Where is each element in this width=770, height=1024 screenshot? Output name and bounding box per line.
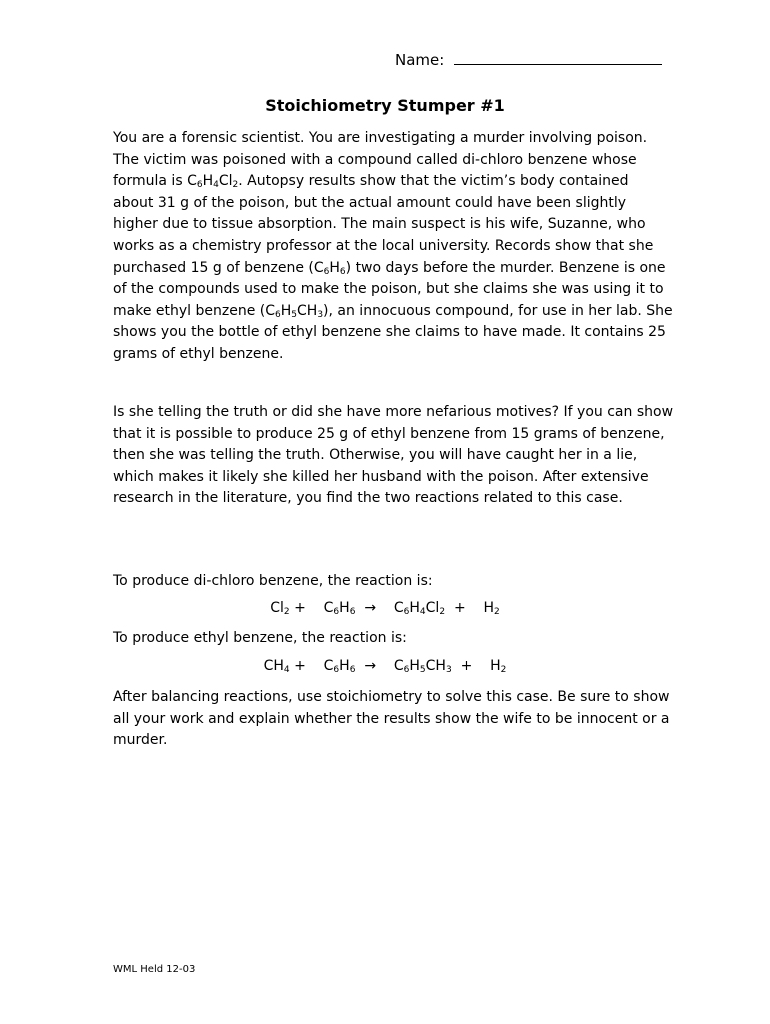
chem-text: H: [409, 658, 420, 674]
text-run: ), an innocuous compound, for use in her lab. She shows you the bottle of ethyl benzene she claims to have made. It contains 25 grams of ethyl benzene.: [113, 302, 673, 362]
subscript: 2: [494, 607, 500, 617]
instructions-paragraph: After balancing reactions, use stoichiometry to solve this case. Be sure to show all your work and explain whether the results show the wife to be innocent or a murder.: [113, 689, 670, 749]
chem-text: H: [339, 658, 350, 674]
text-run: ) two days before the murder. Benzene is one of the compounds used to make the poison, but she claims she was using it to make ethyl benzene (C: [113, 259, 666, 319]
scenario-paragraph: [113, 128, 673, 366]
reaction-dichlorobenzene: [0, 600, 770, 616]
subscript: 6: [403, 607, 410, 617]
text-run: Cl: [218, 173, 233, 190]
subscript: 6: [275, 309, 281, 320]
subscript: 5: [291, 309, 297, 320]
plus-sign: +: [289, 600, 324, 616]
chem-text: Cl: [270, 600, 284, 616]
chem-text: H: [409, 600, 420, 616]
chem-text: C: [393, 600, 404, 616]
subscript: 6: [339, 266, 346, 277]
subscript: 2: [439, 607, 446, 617]
footer-credit: WML Held 12-03: [113, 964, 196, 975]
text-run: H: [202, 173, 214, 190]
subscript: 5: [419, 665, 426, 675]
subscript: 4: [283, 665, 290, 675]
chem-text: C: [323, 658, 334, 674]
chem-text: Cl: [425, 600, 440, 616]
chem-text: C: [393, 658, 404, 674]
chem-text: H: [490, 658, 501, 674]
chem-text: CH: [425, 658, 446, 674]
text-run: H: [280, 302, 292, 319]
subscript: 3: [317, 309, 324, 320]
subscript: 4: [213, 180, 219, 191]
reaction2-intro: To produce ethyl benzene, the reaction is:: [113, 630, 407, 646]
chem-text: C: [323, 600, 334, 616]
reaction-arrow: →: [355, 658, 394, 674]
name-label: Name:: [395, 51, 445, 69]
reaction-arrow: →: [355, 600, 394, 616]
subscript: 6: [196, 180, 203, 191]
name-blank-line[interactable]: [454, 48, 662, 65]
reaction-ethylbenzene: [0, 658, 770, 674]
chem-text: H: [483, 600, 495, 616]
subscript: 3: [445, 665, 452, 675]
subscript: 6: [333, 665, 340, 675]
plus-sign: +: [451, 658, 491, 674]
subscript: 6: [323, 266, 330, 277]
name-field: [395, 48, 662, 69]
text-run: CH: [297, 302, 318, 319]
text-run: H: [329, 259, 340, 276]
subscript: 6: [333, 607, 340, 617]
subscript: 2: [283, 607, 290, 617]
subscript: 2: [232, 180, 239, 191]
text-run: You are a forensic scientist. You are investigating a murder involving poison. The victim was poisoned with a compound called di-chloro benzene whose formula is C: [113, 130, 648, 190]
question-paragraph: Is she telling the truth or did she have more nefarious motives? If you can show that it is possible to produce 25 g of ethyl benzene from 15 grams of benzene, then she was telling the truth. Otherwise, you will have caught her in a lie, which makes it likely she killed her husband with the poison. After extensive research in the literature, you find the two reactions related to this case.: [113, 404, 674, 507]
subscript: 4: [419, 607, 426, 617]
plus-sign: +: [289, 658, 324, 674]
subscript: 2: [500, 665, 507, 675]
subscript: 6: [403, 665, 410, 675]
text-run: . Autopsy results show that the victim’s body contained about 31 g of the poison, but the actual amount could have been slightly higher due to tissue absorption. The main suspect is his wife, Suzanne, who works as a chemistry professor at the local university. Records show that she purchased 15 g of benzene (C: [113, 173, 654, 276]
page-title: Stoichiometry Stumper #1: [265, 96, 505, 115]
reaction1-intro: To produce di-chloro benzene, the reaction is:: [113, 573, 433, 589]
subscript: 6: [349, 607, 356, 617]
chem-text: H: [339, 600, 350, 616]
subscript: 6: [349, 665, 356, 675]
plus-sign: +: [445, 600, 484, 616]
chem-text: CH: [263, 658, 284, 674]
